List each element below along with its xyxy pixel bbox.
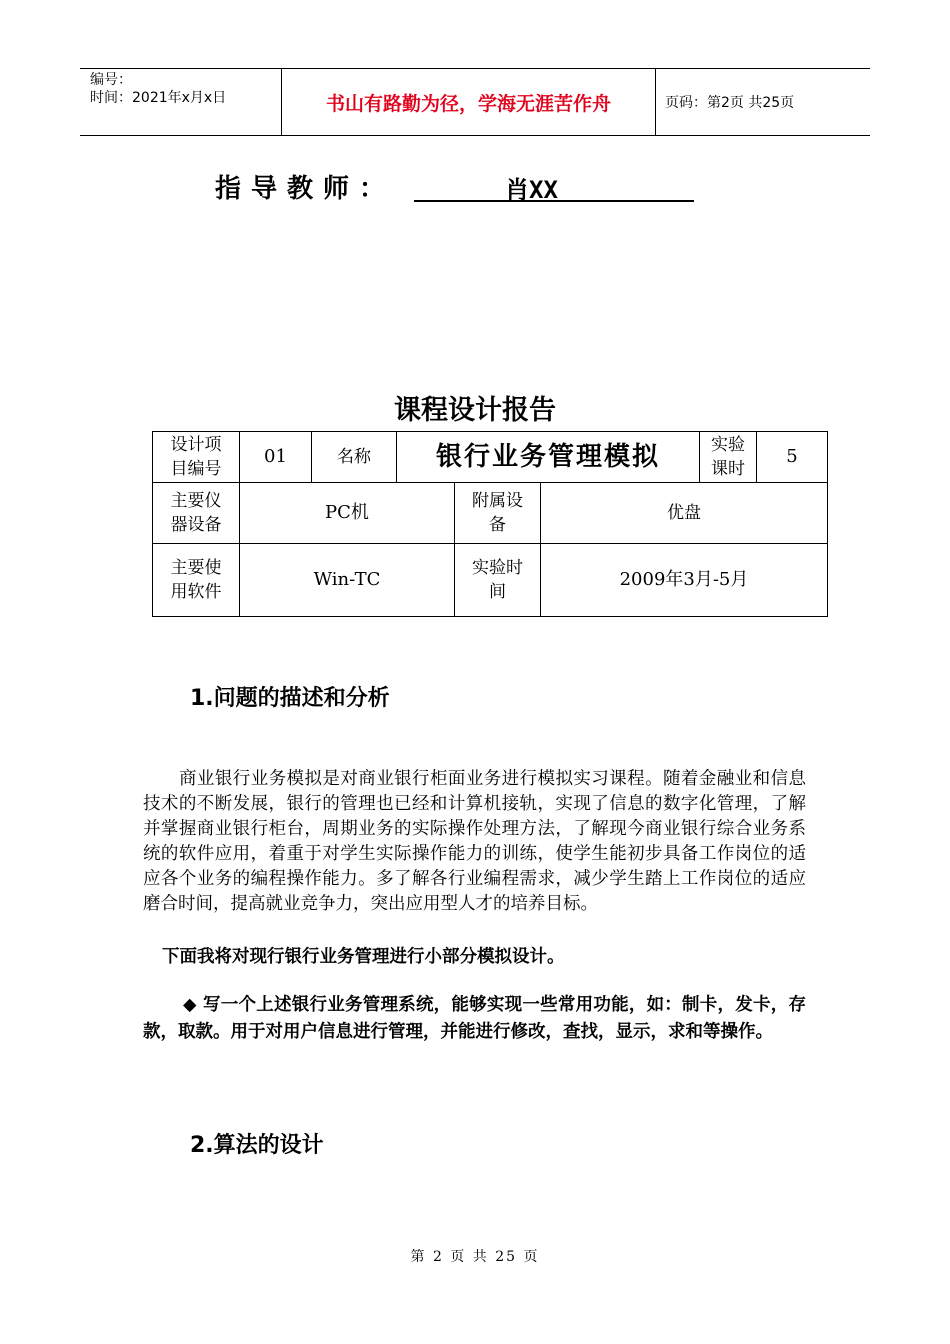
project-no-label: 设计项目编号 xyxy=(152,431,240,483)
bullet-text: 写一个上述银行业务管理系统，能够实现一些常用功能，如：制卡，发卡，存款，取款。用于对用户信息进行管理，并能进行修改，查找，显示，求和等操作。 xyxy=(143,995,806,1042)
software: Win-TC xyxy=(239,543,455,617)
header-motto: 书山有路勤为径，学海无涯苦作舟 xyxy=(282,69,656,135)
hours: 5 xyxy=(756,431,828,483)
section1-paragraph: 商业银行业务模拟是对商业银行柜面业务进行模拟实习课程。随着金融业和信息技术的不断发展，银行的管理也已经和计算机接轨，实现了信息的数字化管理，了解并掌握商业银行柜台，周期业务的实际操作处理方法，了解现今商业银行综合业务系统的软件应用，着重于对学生实际操作能力的训练，使学生能初步具备工作岗位的适应各个业务的编程操作能力。多了解各行业编程需求，减少学生踏上工作岗位的适应磨合时间，提高就业竞争力，突出应用型人才的培养目标。 xyxy=(143,769,806,914)
teacher-label: 指导教师： xyxy=(215,174,396,204)
equipment: PC机 xyxy=(239,482,455,544)
experiment-time: 2009年3月-5月 xyxy=(540,543,828,617)
section1-bullet-paragraph xyxy=(143,992,806,1046)
report-title: 课程设计报告 xyxy=(394,395,556,426)
diamond-bullet-icon: ◆ xyxy=(183,995,197,1015)
section2-title: 2.算法的设计 xyxy=(190,1133,324,1158)
time-label: 时间：2021年x月x日 xyxy=(90,90,227,106)
section1-intro: 下面我将对现行银行业务管理进行小部分模拟设计。 xyxy=(162,947,565,967)
time-label: 实验时间 xyxy=(454,543,541,617)
hours-label: 实验课时 xyxy=(699,431,757,483)
page-footer: 第 2 页 共 25 页 xyxy=(410,1249,540,1265)
project-name: 银行业务管理模拟 xyxy=(396,431,700,483)
accessory: 优盘 xyxy=(540,482,828,544)
software-label: 主要使用软件 xyxy=(152,543,240,617)
header-page-info: 页码：第2页 共25页 xyxy=(665,95,795,111)
accessory-label: 附属设备 xyxy=(454,482,541,544)
page-header xyxy=(80,68,870,136)
equipment-label: 主要仪器设备 xyxy=(152,482,240,544)
name-label: 名称 xyxy=(311,431,397,483)
section1-title: 1.问题的描述和分析 xyxy=(190,686,390,711)
teacher-name: 肖XX xyxy=(505,176,558,204)
header-meta xyxy=(80,69,282,135)
project-no: 01 xyxy=(239,431,312,483)
number-label: 编号： xyxy=(90,72,132,88)
